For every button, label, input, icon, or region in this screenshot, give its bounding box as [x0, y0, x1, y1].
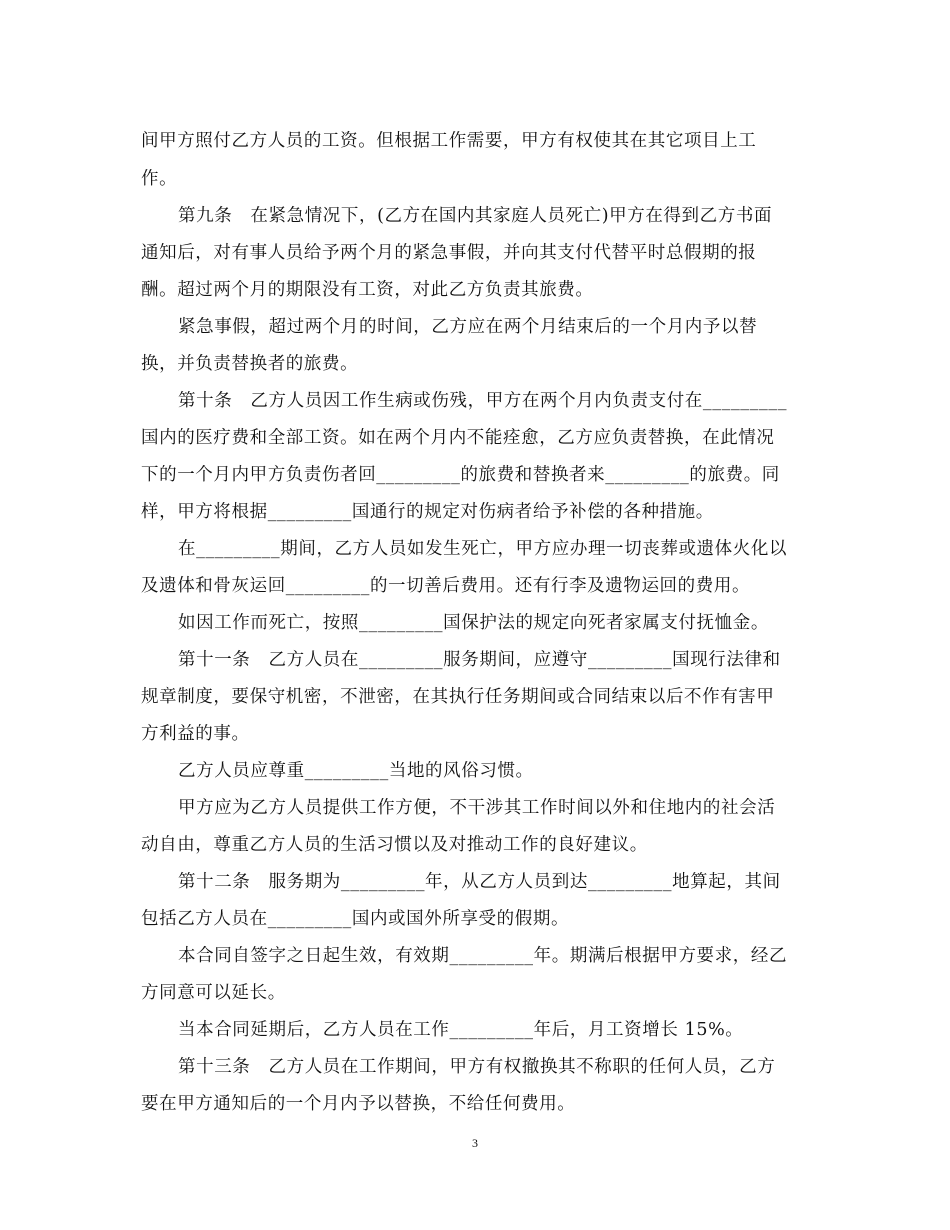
text-line: 在_________期间，乙方人员如发生死亡，甲方应办理一切丧葬或遗体火化以	[178, 539, 788, 559]
text-line: 作。	[141, 169, 178, 189]
text-line: 第十三条 乙方人员在工作期间，甲方有权撤换其不称职的任何人员，乙方	[178, 1057, 776, 1077]
text-line: 下的一个月内甲方负责伤者回_________的旅费和替换者来_________的旅费。同	[141, 465, 780, 485]
text-line: 换，并负责替换者的旅费。	[141, 354, 359, 374]
text-line: 第九条 在紧急情况下，(乙方在国内其家庭人员死亡)甲方在得到乙方书面	[178, 206, 773, 226]
text-line: 要在甲方通知后的一个月内予以替换，不给任何费用。	[141, 1094, 576, 1114]
text-line: 国内的医疗费和全部工资。如在两个月内不能痊愈，乙方应负责替换，在此情况	[141, 428, 775, 448]
text-line: 及遗体和骨灰运回_________的一切善后费用。还有行李及遗物运回的费用。	[141, 576, 751, 596]
text-line: 紧急事假，超过两个月的时间，乙方应在两个月结束后的一个月内予以替	[178, 317, 758, 337]
text-line: 方利益的事。	[141, 724, 250, 744]
text-line: 规章制度，要保守机密，不泄密，在其执行任务期间或合同结束以后不作有害甲	[141, 687, 775, 707]
text-line: 样，甲方将根据_________国通行的规定对伤病者给予补偿的各种措施。	[141, 502, 714, 522]
text-line: 动自由，尊重乙方人员的生活习惯以及对推动工作的良好建议。	[141, 835, 648, 855]
text-line: 间甲方照付乙方人员的工资。但根据工作需要，甲方有权使其在其它项目上工	[141, 131, 757, 151]
text-line: 第十一条 乙方人员在_________服务期间，应遵守_________国现行法律和	[178, 650, 781, 670]
text-line: 如因工作而死亡，按照_________国保护法的规定向死者家属支付抚恤金。	[178, 613, 769, 633]
text-line: 包括乙方人员在_________国内或国外所享受的假期。	[141, 909, 570, 929]
text-line: 乙方人员应尊重_________当地的风俗习惯。	[178, 761, 534, 781]
page-number: 3	[472, 1136, 478, 1150]
text-line: 本合同自签字之日起生效，有效期_________年。期满后根据甲方要求，经乙	[178, 946, 788, 966]
text-line: 通知后，对有事人员给予两个月的紧急事假，并向其支付代替平时总假期的报	[141, 243, 757, 263]
text-line: 第十二条 服务期为_________年，从乙方人员到达_________地算起，其间	[178, 872, 781, 892]
text-line: 方同意可以延长。	[141, 983, 286, 1003]
text-line: 酬。超过两个月的期限没有工资，对此乙方负责其旅费。	[141, 280, 594, 300]
text-line: 第十条 乙方人员因工作生病或伤残，甲方在两个月内负责支付在_________	[178, 391, 788, 411]
text-line: 甲方应为乙方人员提供工作方便，不干涉其工作时间以外和住地内的社会活	[178, 798, 776, 818]
text-line: 当本合同延期后，乙方人员在工作_________年后，月工资增长 15%。	[178, 1020, 744, 1040]
